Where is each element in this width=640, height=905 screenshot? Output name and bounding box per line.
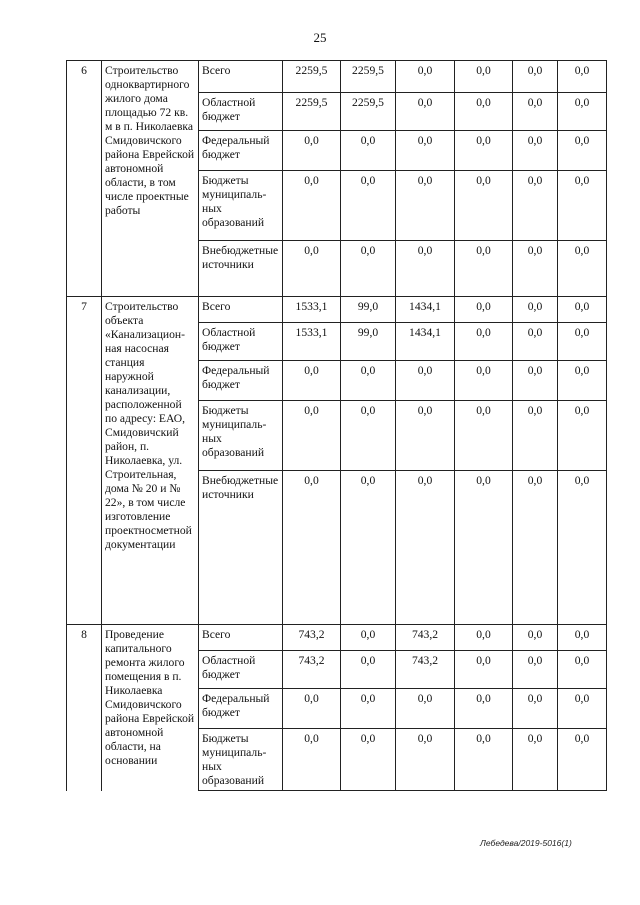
amount-cell: 0,0 [341,241,396,297]
amount-cell: 0,0 [513,729,558,791]
funding-source: Всего [199,625,283,651]
amount-cell: 0,0 [341,651,396,689]
document-code: Лебедева/2019-5016(1) [480,838,572,848]
amount-cell: 0,0 [455,401,513,471]
funding-source: Областной бюджет [199,93,283,131]
amount-cell: 0,0 [513,323,558,361]
amount-cell: 0,0 [513,625,558,651]
amount-cell: 0,0 [455,651,513,689]
amount-cell: 0,0 [513,361,558,401]
amount-cell: 0,0 [396,471,455,625]
amount-cell: 0,0 [283,131,341,171]
amount-cell: 0,0 [455,361,513,401]
amount-cell: 0,0 [341,689,396,729]
table-row [67,625,607,651]
amount-cell: 1533,1 [283,297,341,323]
amount-cell: 0,0 [455,471,513,625]
funding-source: Федеральный бюджет [199,131,283,171]
amount-cell: 0,0 [513,61,558,93]
amount-cell: 0,0 [396,689,455,729]
amount-cell: 0,0 [341,625,396,651]
amount-cell: 0,0 [455,689,513,729]
funding-source: Федеральный бюджет [199,361,283,401]
amount-cell: 1434,1 [396,323,455,361]
amount-cell: 743,2 [396,625,455,651]
amount-cell: 99,0 [341,323,396,361]
amount-cell: 2259,5 [283,61,341,93]
funding-source: Областной бюджет [199,323,283,361]
amount-cell: 0,0 [396,171,455,241]
amount-cell: 743,2 [283,651,341,689]
amount-cell: 0,0 [455,323,513,361]
row-number: 7 [67,297,102,625]
amount-cell: 0,0 [513,241,558,297]
amount-cell: 0,0 [341,729,396,791]
funding-source: Федеральный бюджет [199,689,283,729]
amount-cell: 0,0 [341,471,396,625]
amount-cell: 0,0 [513,689,558,729]
funding-source: Всего [199,297,283,323]
amount-cell: 0,0 [283,471,341,625]
amount-cell: 0,0 [396,401,455,471]
amount-cell: 743,2 [396,651,455,689]
amount-cell: 0,0 [283,361,341,401]
amount-cell: 0,0 [513,297,558,323]
amount-cell: 99,0 [341,297,396,323]
amount-cell: 0,0 [396,729,455,791]
amount-cell: 0,0 [455,61,513,93]
amount-cell: 0,0 [558,729,607,791]
amount-cell: 0,0 [396,61,455,93]
table-row [67,61,607,93]
budget-table [66,60,607,791]
amount-cell: 0,0 [558,297,607,323]
amount-cell: 0,0 [455,93,513,131]
amount-cell: 0,0 [396,241,455,297]
amount-cell: 0,0 [455,131,513,171]
amount-cell: 0,0 [558,171,607,241]
table-row [67,297,607,323]
amount-cell: 0,0 [455,297,513,323]
amount-cell: 0,0 [558,471,607,625]
budget-table-body [67,61,607,791]
amount-cell: 0,0 [558,241,607,297]
amount-cell: 0,0 [283,689,341,729]
amount-cell: 0,0 [513,171,558,241]
funding-source: Областной бюджет [199,651,283,689]
amount-cell: 0,0 [558,401,607,471]
amount-cell: 0,0 [513,651,558,689]
amount-cell: 0,0 [341,361,396,401]
project-description: Строительство объекта «Канализационная насосная станция наружной канализации, расположенной по адресу: ЕАО, Смидовичский район, п. Николаевка, ул. Строительная, дома № 20 и № 22», в том числе изготовление проектносметной документации [102,297,199,625]
amount-cell: 0,0 [513,131,558,171]
amount-cell: 0,0 [396,131,455,171]
amount-cell: 0,0 [341,131,396,171]
amount-cell: 0,0 [558,361,607,401]
amount-cell: 0,0 [558,323,607,361]
project-description: Строительство одноквартирного жилого дома площадью 72 кв. м в п. Николаевка Смидовичского района Еврейской автономной области, в том числе проектные работы [102,61,199,297]
amount-cell: 0,0 [283,729,341,791]
amount-cell: 1434,1 [396,297,455,323]
amount-cell: 2259,5 [341,93,396,131]
amount-cell: 0,0 [283,401,341,471]
amount-cell: 0,0 [513,471,558,625]
amount-cell: 0,0 [558,625,607,651]
row-number: 6 [67,61,102,297]
page-number: 25 [313,30,327,45]
amount-cell: 0,0 [455,241,513,297]
amount-cell: 0,0 [455,729,513,791]
amount-cell: 0,0 [558,689,607,729]
amount-cell: 0,0 [455,625,513,651]
amount-cell: 0,0 [283,171,341,241]
amount-cell: 0,0 [283,241,341,297]
amount-cell: 0,0 [558,93,607,131]
funding-source: Бюджеты муниципальных образований [199,729,283,791]
amount-cell: 2259,5 [341,61,396,93]
amount-cell: 0,0 [513,93,558,131]
project-description: Проведение капитального ремонта жилого помещения в п. Николаевка Смидовичского района Еврейской автономной области, на основании [102,625,199,791]
amount-cell: 0,0 [341,171,396,241]
amount-cell: 1533,1 [283,323,341,361]
amount-cell: 0,0 [558,131,607,171]
funding-source: Внебюджетные источники [199,241,283,297]
amount-cell: 0,0 [396,93,455,131]
amount-cell: 0,0 [396,361,455,401]
amount-cell: 0,0 [558,651,607,689]
amount-cell: 0,0 [455,171,513,241]
funding-source: Всего [199,61,283,93]
funding-source: Бюджеты муниципальных образований [199,401,283,471]
amount-cell: 743,2 [283,625,341,651]
amount-cell: 0,0 [513,401,558,471]
funding-source: Бюджеты муниципальных образований [199,171,283,241]
amount-cell: 0,0 [558,61,607,93]
amount-cell: 0,0 [341,401,396,471]
amount-cell: 2259,5 [283,93,341,131]
funding-source: Внебюджетные источники [199,471,283,625]
row-number: 8 [67,625,102,791]
